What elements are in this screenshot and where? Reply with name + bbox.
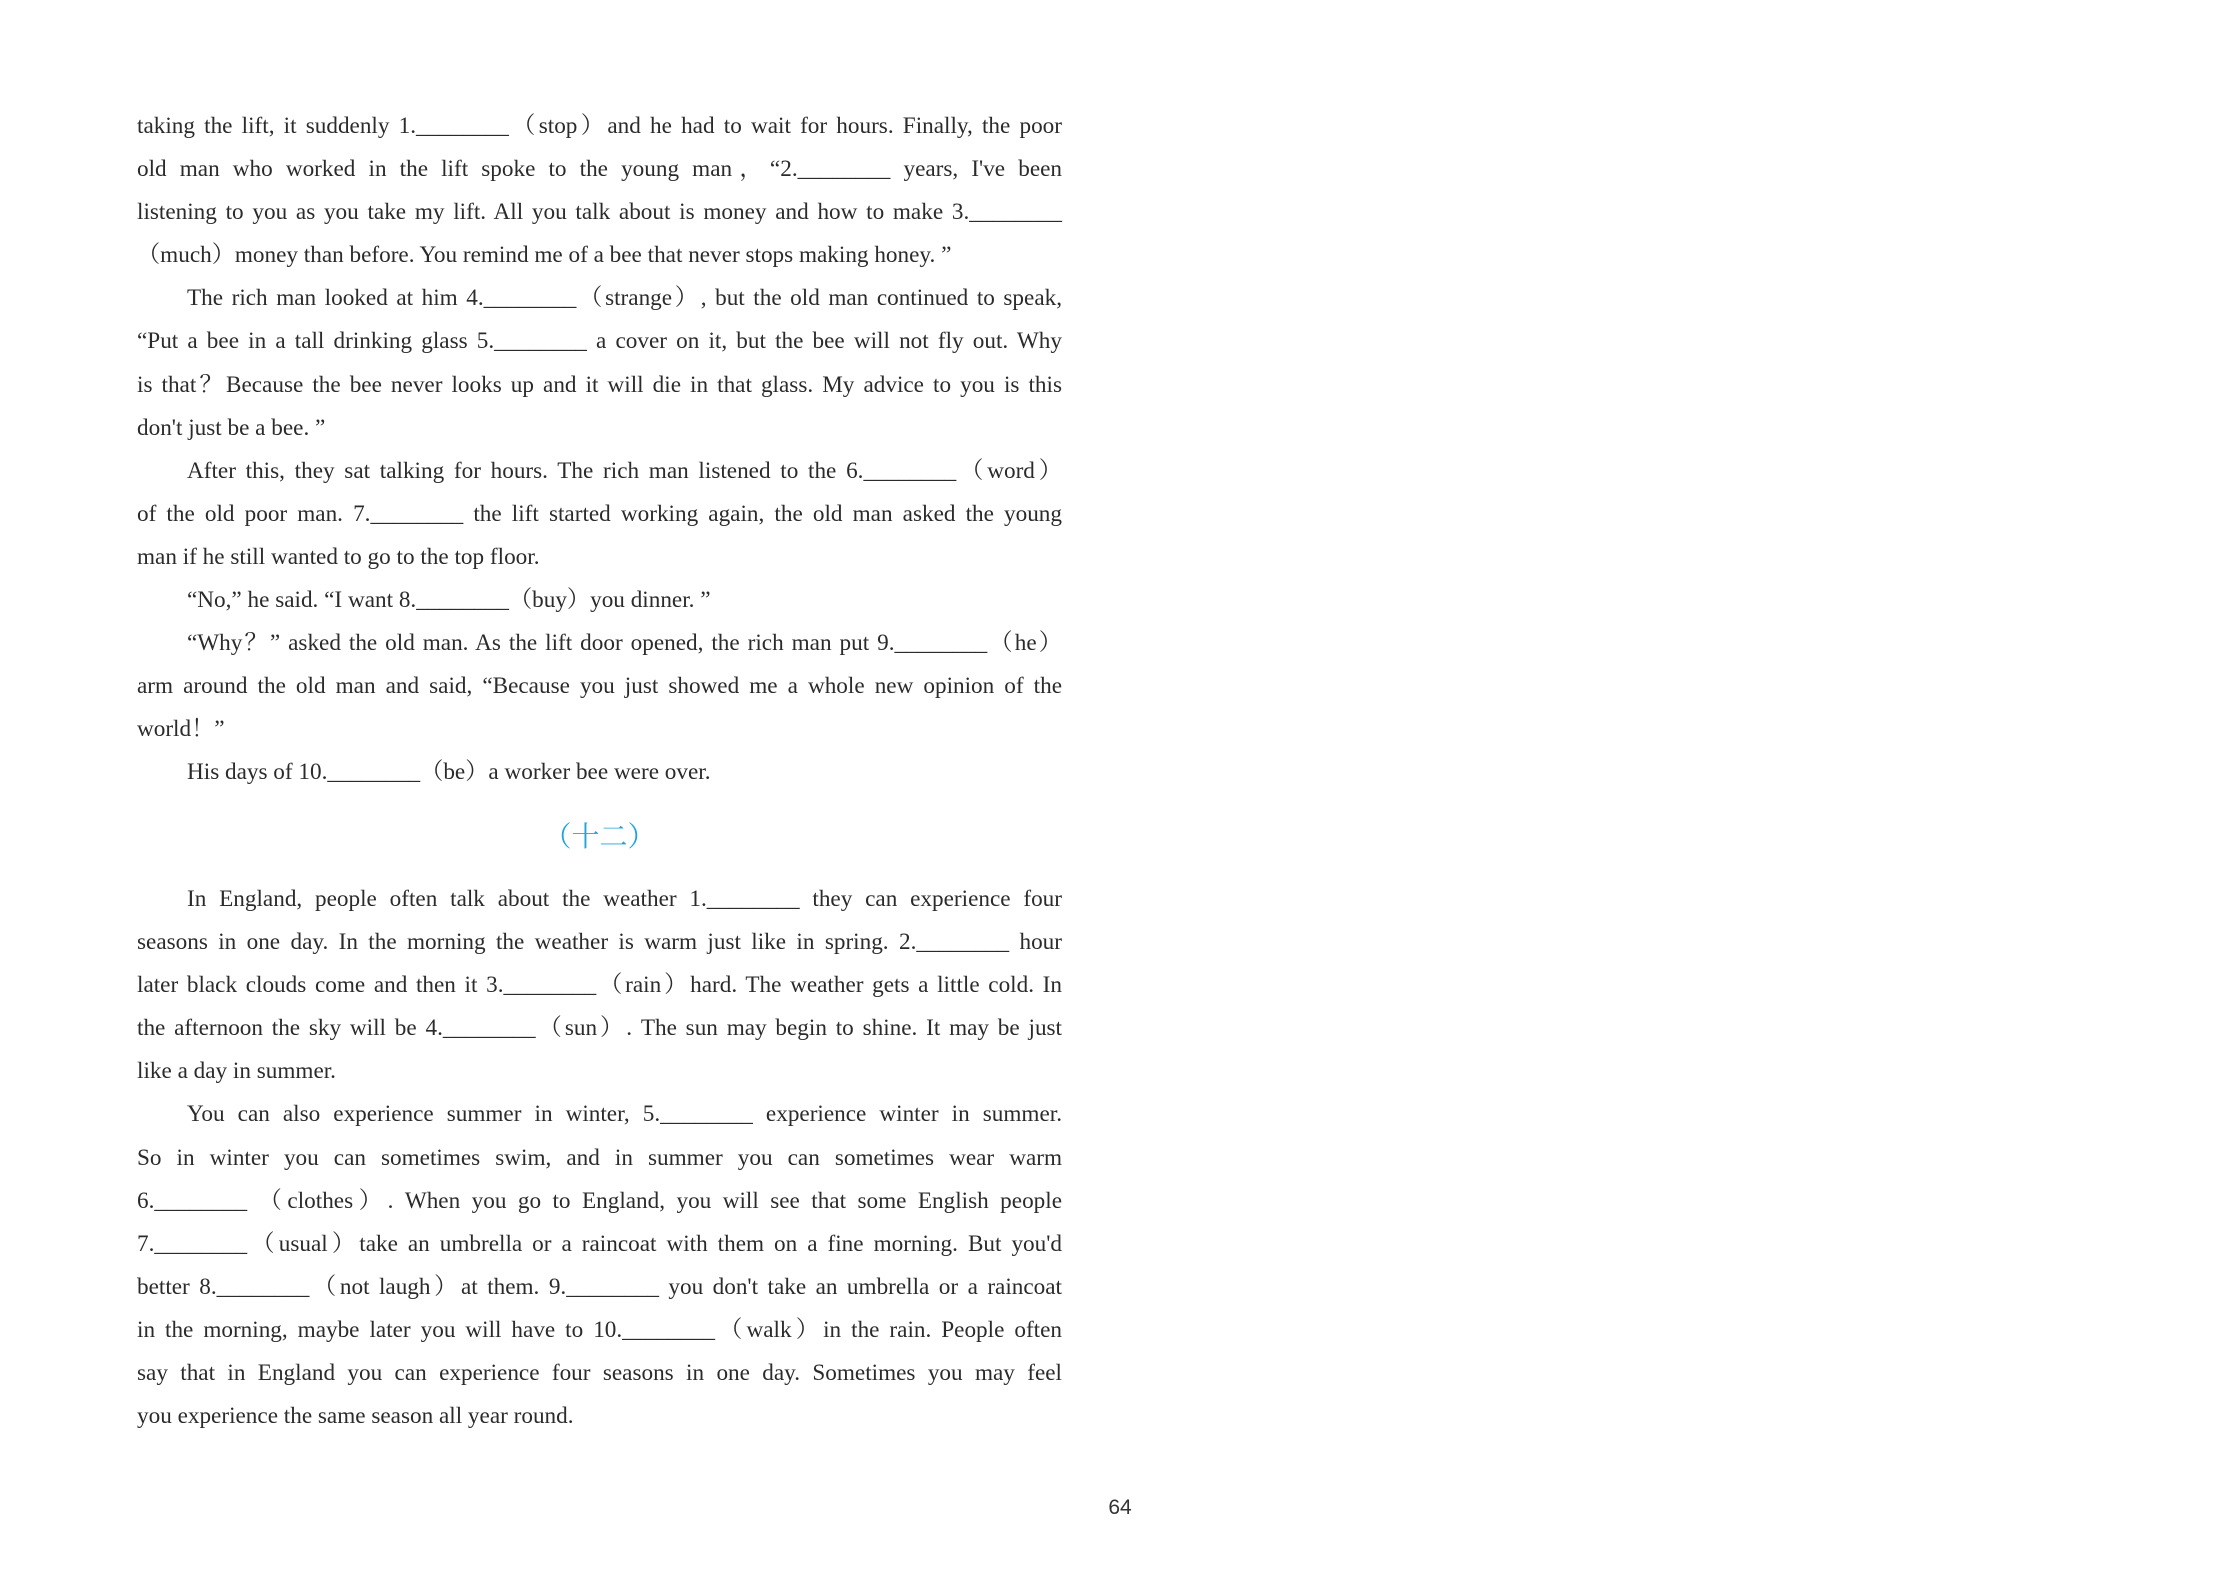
line-text: arm around the old man and said, “Because you just showed me a whole new opinion of the (137, 673, 1062, 700)
line-text: you experience the same season all year round. (137, 1403, 574, 1430)
page-number: 64 (1108, 1496, 1132, 1519)
line-text: world！” (137, 716, 225, 743)
line-text: After this, they sat talking for hours. The rich man listened to the 6.________（word） (187, 457, 1062, 484)
line-text: You can also experience summer in winter, 5.________ experience winter in summer. (187, 1101, 1062, 1128)
text-line (137, 921, 1062, 964)
text-line (137, 1223, 1062, 1266)
text-line (137, 1180, 1062, 1223)
line-text: listening to you as you take my lift. All you talk about is money and how to make 3.________ (137, 199, 1062, 226)
text-line (137, 708, 1062, 751)
line-text: better 8.________（not laugh）at them. 9.________ you don't take an umbrella or a raincoat (137, 1273, 1062, 1300)
text-line (137, 277, 1062, 320)
text-line (137, 493, 1062, 536)
text-line (137, 964, 1062, 1007)
line-text: old man who worked in the lift spoke to the young man，“2.________ years, I've been (137, 156, 1062, 183)
line-text: “No,” he said. “I want 8.________（buy）you dinner. ” (187, 587, 711, 614)
text-line (137, 191, 1062, 234)
passage-twelve-body (137, 878, 1062, 1438)
line-text: is that？Because the bee never looks up and it will die in that glass. My advice to you is this (137, 371, 1062, 398)
text-line (137, 1007, 1062, 1050)
line-text: （much）money than before. You remind me of a bee that never stops making honey. ” (137, 242, 952, 269)
text-line (137, 665, 1062, 708)
text-line (137, 1266, 1062, 1309)
text-line (137, 579, 1062, 622)
line-text: don't just be a bee. ” (137, 414, 326, 441)
line-text: say that in England you can experience four seasons in one day. Sometimes you may feel (137, 1360, 1062, 1387)
line-text: His days of 10.________（be）a worker bee were over. (187, 759, 711, 786)
text-line (137, 105, 1062, 148)
line-text: 6.________ （clothes）. When you go to England, you will see that some English people (137, 1187, 1062, 1214)
line-text: The rich man looked at him 4.________（strange）, but the old man continued to speak, (187, 285, 1062, 312)
text-line (137, 622, 1062, 665)
line-text: seasons in one day. In the morning the weather is warm just like in spring. 2.________ hour (137, 929, 1062, 956)
line-text: of the old poor man. 7.________ the lift started working again, the old man asked the young (137, 500, 1062, 527)
text-line (137, 751, 1062, 794)
text-line (137, 1395, 1062, 1438)
text-line (137, 407, 1062, 450)
text-line (137, 878, 1062, 921)
section-title: （十二） (543, 820, 656, 853)
text-line (137, 320, 1062, 363)
line-text: in the morning, maybe later you will have to 10.________（walk）in the rain. People often (137, 1316, 1062, 1343)
line-text: In England, people often talk about the weather 1.________ they can experience four (187, 886, 1062, 912)
text-line (137, 1137, 1062, 1180)
line-text: So in winter you can sometimes swim, and in summer you can sometimes wear warm (137, 1144, 1062, 1171)
line-text: “Put a bee in a tall drinking glass 5.________ a cover on it, but the bee will not fly out. Why (137, 328, 1062, 355)
text-line (137, 148, 1062, 191)
text-line (137, 1309, 1062, 1352)
text-line (137, 1050, 1062, 1093)
line-text: later black clouds come and then it 3.________（rain）hard. The weather gets a little cold. In (137, 972, 1062, 999)
line-text: like a day in summer. (137, 1058, 336, 1085)
line-text: taking the lift, it suddenly 1.________（stop）and he had to wait for hours. Finally, the poor (137, 113, 1062, 139)
line-text: “Why？” asked the old man. As the lift door opened, the rich man put 9.________（he） (187, 630, 1062, 657)
line-text: man if he still wanted to go to the top floor. (137, 543, 540, 570)
text-line (137, 1352, 1062, 1395)
text-line (137, 234, 1062, 277)
text-line (137, 1093, 1062, 1136)
line-text: 7.________（usual）take an umbrella or a raincoat with them on a fine morning. But you'd (137, 1230, 1062, 1257)
text-line (137, 450, 1062, 493)
passage-eleven-body (137, 105, 1062, 795)
line-text: the afternoon the sky will be 4.________（sun）. The sun may begin to shine. It may be just (137, 1015, 1062, 1042)
text-line (137, 364, 1062, 407)
text-line (137, 536, 1062, 579)
